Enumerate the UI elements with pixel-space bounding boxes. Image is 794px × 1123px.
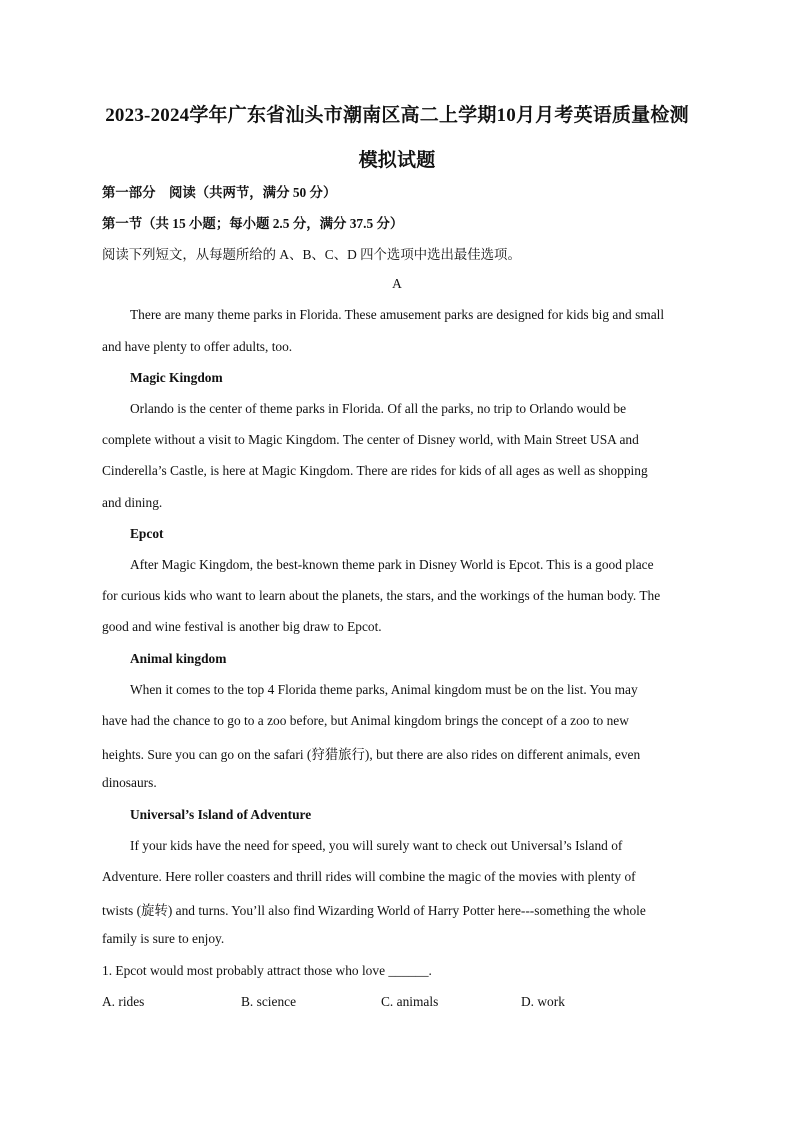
epcot-paragraph-line: good and wine festival is another big draw to Epcot. [102,619,382,634]
universal-paragraph-line: twists (旋转) and turns. You’ll also find Wizarding World of Harry Potter here---something the whole [102,903,646,918]
question-1-option-c: C. animals [381,994,439,1009]
passage-label: A [392,276,402,291]
intro-paragraph-line: There are many theme parks in Florida. These amusement parks are designed for kids big and small [130,307,665,322]
magic-kingdom-paragraph-line: complete without a visit to Magic Kingdom. The center of Disney world, with Main Street USA and [102,432,639,447]
epcot-paragraph-line: for curious kids who want to learn about the planets, the stars, and the workings of the human body. The [102,588,661,603]
universal-paragraph-line: Adventure. Here roller coasters and thrill rides will combine the magic of the movies with plenty of [102,869,636,884]
question-1-option-a: A. rides [102,994,145,1009]
universal-paragraph-line: If your kids have the need for speed, you will surely want to check out Universal’s Island of [130,838,623,853]
question-1-stem: 1. Epcot would most probably attract those who love ______. [102,963,432,978]
epcot-paragraph-line: After Magic Kingdom, the best-known theme park in Disney World is Epcot. This is a good place [130,557,654,572]
epcot-heading: Epcot [130,526,164,541]
animal-kingdom-paragraph-line: heights. Sure you can go on the safari (狩猎旅行), but there are also rides on different animals, even [102,747,641,762]
instruction-text: 阅读下列短文，从每题所给的 A、B、C、D 四个选项中选出最佳选项。 [102,247,521,262]
magic-kingdom-heading: Magic Kingdom [130,370,223,385]
question-1-option-b: B. science [241,994,297,1009]
section-heading: 第一节（共 15 小题；每小题 2.5 分，满分 37.5 分） [102,216,404,231]
universal-heading: Universal’s Island of Adventure [130,807,312,822]
question-1-option-d: D. work [521,994,565,1009]
page-title-continued: 模拟试题 [358,150,436,171]
animal-kingdom-paragraph-line: When it comes to the top 4 Florida theme parks, Animal kingdom must be on the list. You may [130,682,638,697]
magic-kingdom-paragraph-line: Cinderella’s Castle, is here at Magic Kingdom. There are rides for kids of all ages as well as shopping [102,463,648,478]
magic-kingdom-paragraph-line: Orlando is the center of theme parks in Florida. Of all the parks, no trip to Orlando would be [130,401,627,416]
page-title: 2023-2024学年广东省汕头市潮南区高二上学期10月月考英语质量检测 [105,105,689,126]
animal-kingdom-paragraph-line: have had the chance to go to a zoo before, but Animal kingdom brings the concept of a zoo to new [102,713,629,728]
intro-paragraph-line: and have plenty to offer adults, too. [102,339,293,354]
animal-kingdom-heading: Animal kingdom [130,651,227,666]
animal-kingdom-paragraph-line: dinosaurs. [102,775,157,790]
magic-kingdom-paragraph-line: and dining. [102,495,163,510]
part-heading: 第一部分 阅读（共两节，满分 50 分） [102,185,337,200]
universal-paragraph-line: family is sure to enjoy. [102,931,225,946]
